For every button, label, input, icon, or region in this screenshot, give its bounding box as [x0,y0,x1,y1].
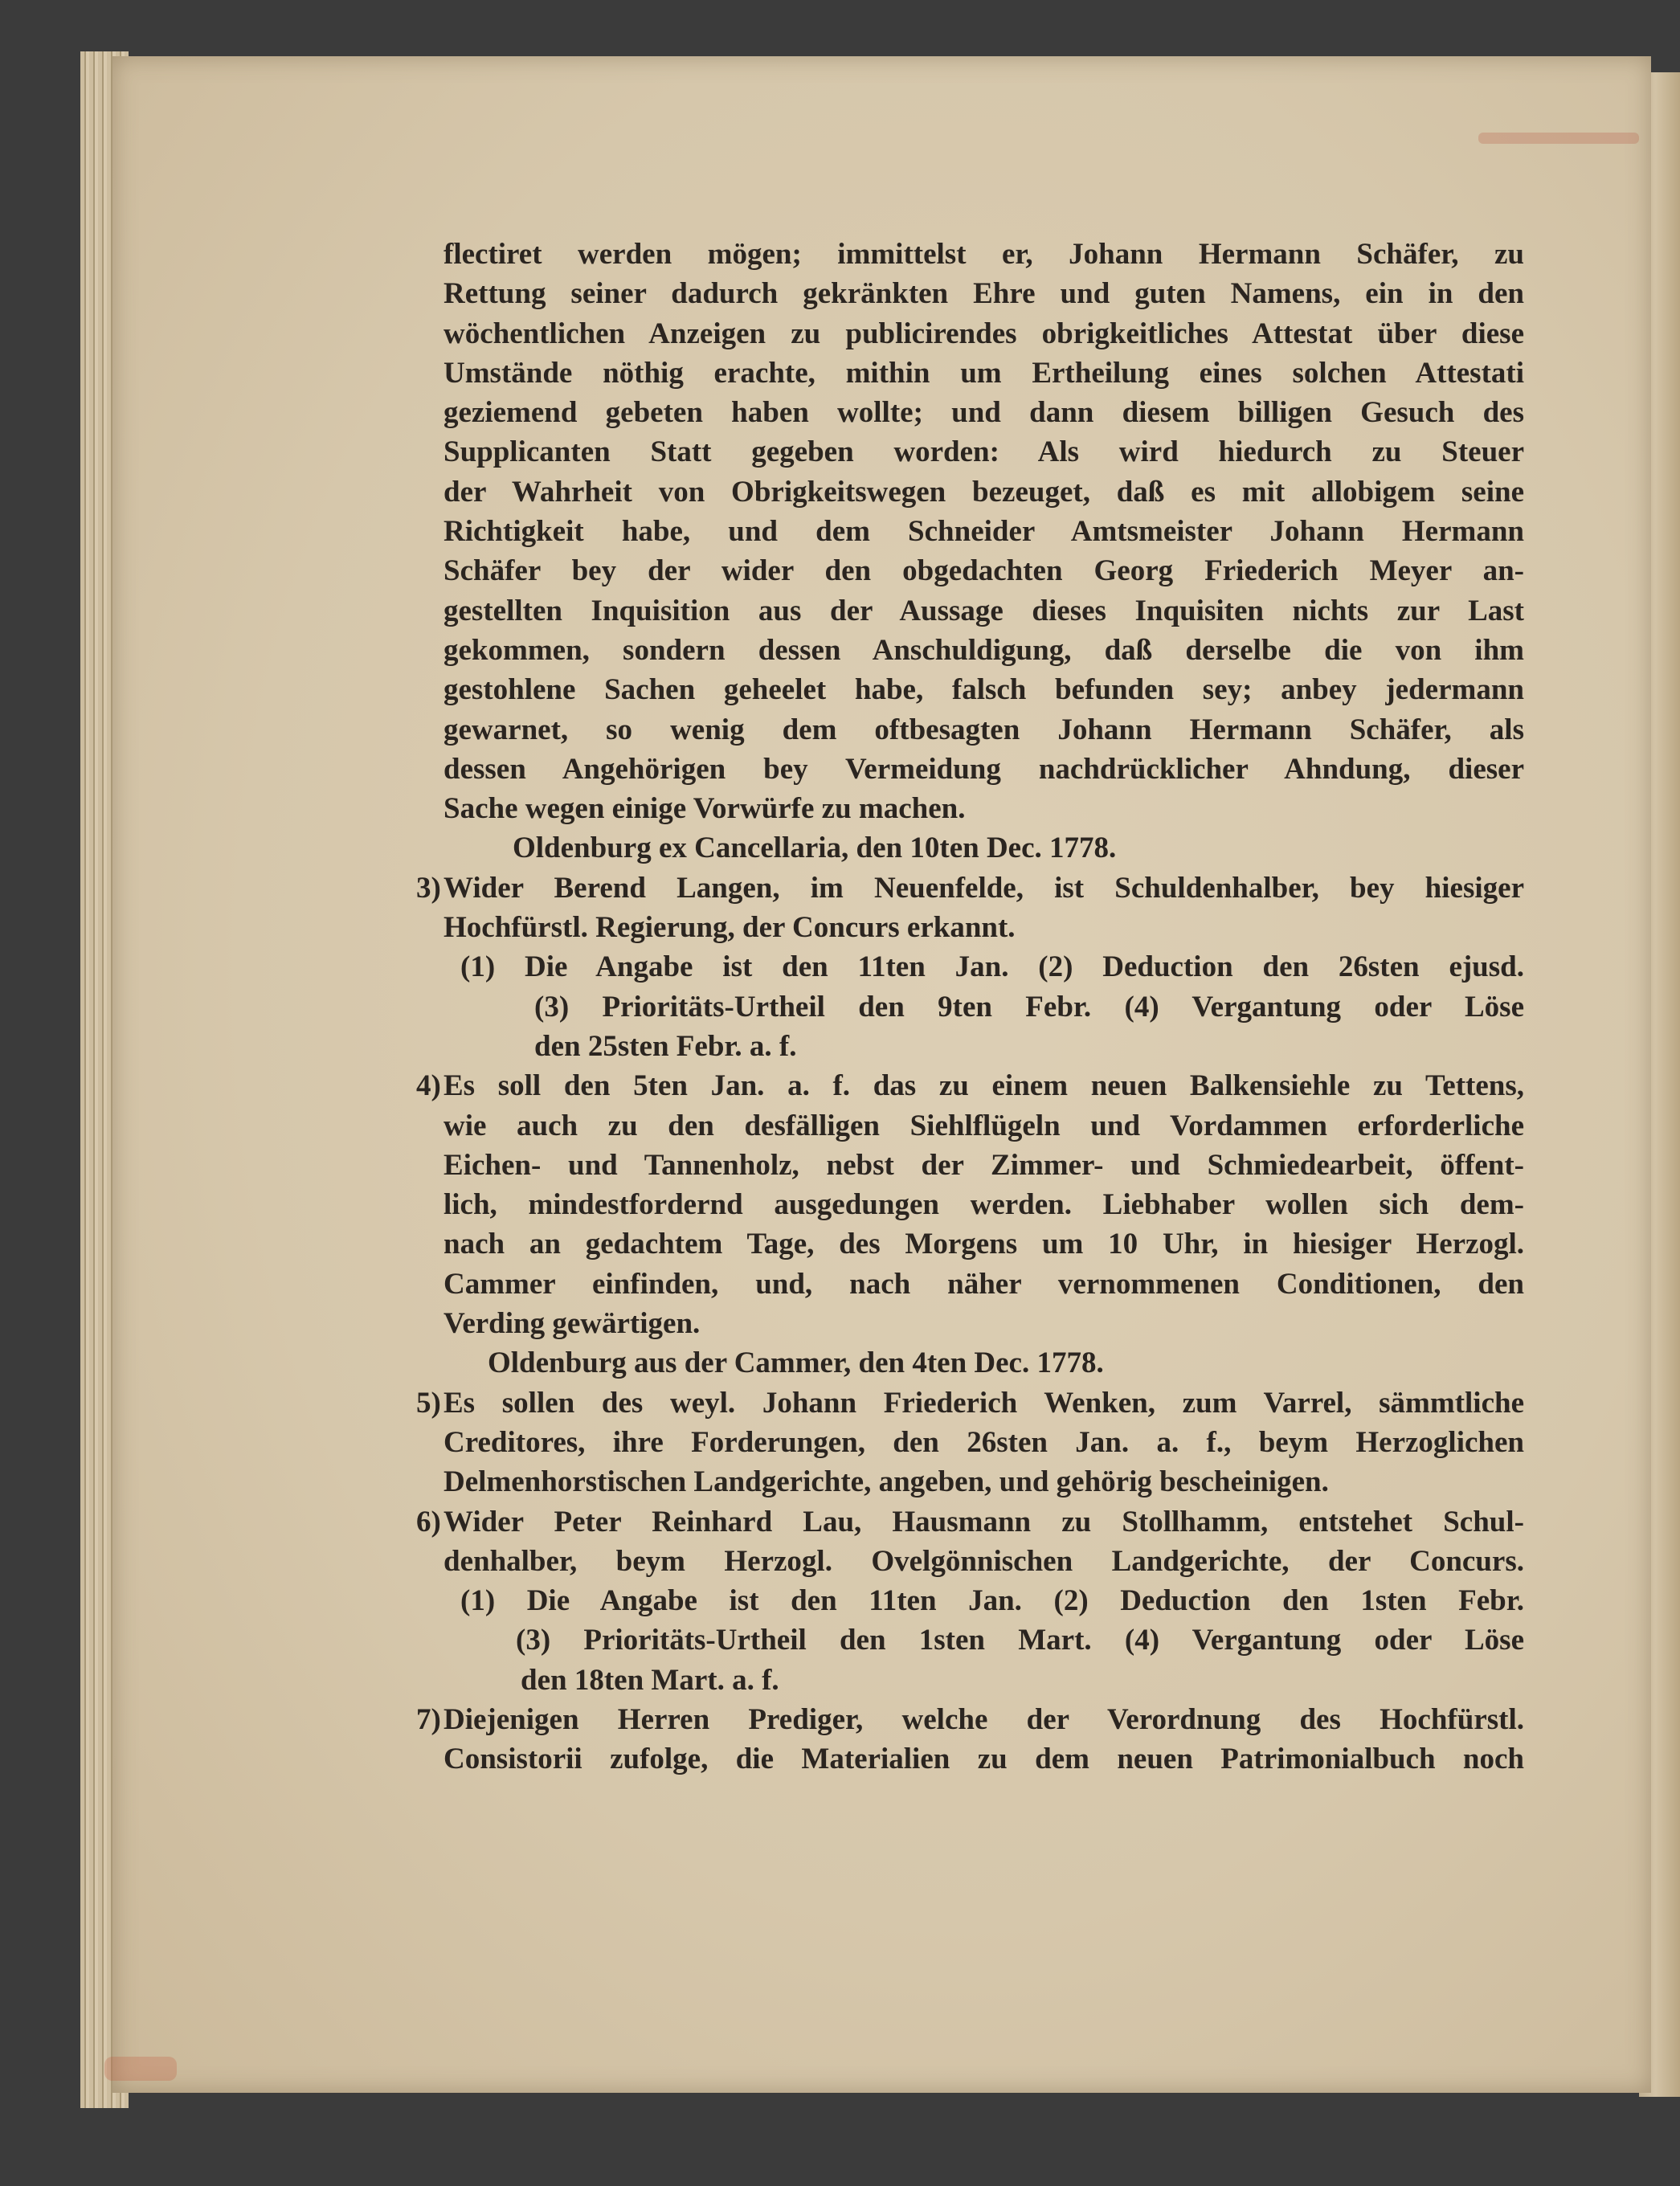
text-line: Creditores, ihre Forderungen, den 26sten Jan. a. f., beym Herzoglichen [444,1425,1524,1459]
item-number: 7) [416,1702,441,1736]
stain-mark [104,2057,177,2081]
text-line: Schäfer bey der wider den obgedachten Georg Friederich Meyer an- [444,554,1524,588]
text-line: lich, mindestfordernd ausgedungen werden. Liebhaber wollen sich dem- [444,1188,1524,1222]
item-text: Diejenigen Herren Prediger, welche der Verordnung des Hochfürstl. [444,1702,1524,1736]
item-text: Wider Berend Langen, im Neuenfelde, ist Schuldenhalber, bey hiesiger [444,871,1524,905]
text-line: Richtigkeit habe, und dem Schneider Amtsmeister Johann Hermann [444,515,1524,549]
text-line: gewarnet, so wenig dem oftbesagten Johann Hermann Schäfer, als [444,713,1524,746]
text-line: Consistorii zufolge, die Materialien zu dem neuen Patrimonialbuch noch [444,1743,1524,1776]
text-line: Delmenhorstischen Landgerichte, angeben, und gehörig bescheinigen. [444,1465,1329,1499]
text-line: geziemend gebeten haben wollte; und dann diesem billigen Gesuch des [444,396,1524,430]
item-text: Es sollen des weyl. Johann Friederich Wenken, zum Varrel, sämmtliche [444,1386,1524,1420]
item-6-line [416,1502,1524,1542]
text-line: Cammer einfinden, und, nach näher vernommenen Conditionen, den [444,1267,1524,1301]
item-5-line [416,1383,1524,1423]
text-line: Eichen- und Tannenholz, nebst der Zimmer- und Schmiedearbeit, öffent- [444,1148,1524,1182]
item-text: Wider Peter Reinhard Lau, Hausmann zu Stollhamm, entstehet Schul- [444,1505,1524,1538]
text-line: Umstände nöthig erachte, mithin um Ertheilung eines solchen Attestati [444,356,1524,390]
text-line: (1) Die Angabe ist den 11ten Jan. (2) Deduction den 26sten ejusd. [460,950,1524,984]
text-line: dessen Angehörigen bey Vermeidung nachdrücklicher Ahndung, dieser [444,752,1524,786]
item-text: Es soll den 5ten Jan. a. f. das zu einem neuen Balkensiehle zu Tettens, [444,1069,1524,1103]
page-text [416,235,1524,1779]
item-number: 4) [416,1069,441,1103]
item-4-line [416,1066,1524,1105]
stain-mark [1478,133,1639,144]
dateline: Oldenburg ex Cancellaria, den 10ten Dec. 1778. [513,831,1117,865]
text-line: gekommen, sondern dessen Anschuldigung, daß derselbe die von ihm [444,633,1524,667]
item-number: 5) [416,1386,441,1420]
text-line: Hochfürstl. Regierung, der Concurs erkannt. [444,911,1016,945]
text-line: Supplicanten Statt gegeben worden: Als wird hiedurch zu Steuer [444,435,1524,469]
text-line: den 18ten Mart. a. f. [521,1663,779,1697]
text-line: gestohlene Sachen geheelet habe, falsch befunden sey; anbey jedermann [444,673,1524,707]
text-line: gestellten Inquisition aus der Aussage dieses Inquisiten nichts zur Last [444,594,1524,627]
text-line: nach an gedachtem Tage, des Morgens um 10 Uhr, in hiesiger Herzogl. [444,1228,1524,1261]
text-line: (3) Prioritäts-Urtheil den 9ten Febr. (4) Vergantung oder Löse [534,990,1524,1024]
dateline: Oldenburg aus der Cammer, den 4ten Dec. 1778. [488,1346,1104,1380]
text-line: Rettung seiner dadurch gekränkten Ehre und guten Namens, ein in den [444,277,1524,311]
text-line: Sache wegen einige Vorwürfe zu machen. [444,792,966,826]
text-line: wie auch zu den desfälligen Siehlflügeln und Vordammen erforderliche [444,1109,1524,1142]
text-line: der Wahrheit von Obrigkeitswegen bezeuget, daß es mit allobigem seine [444,475,1524,509]
item-7-line [416,1700,1524,1739]
text-line: (1) Die Angabe ist den 11ten Jan. (2) Deduction den 1sten Febr. [460,1584,1524,1618]
text-line: den 25sten Febr. a. f. [534,1029,797,1063]
text-line: wöchentlichen Anzeigen zu publicirendes obrigkeitliches Attestat über diese [444,317,1524,350]
item-number: 6) [416,1505,441,1538]
item-3-line [416,868,1524,908]
text-line: (3) Prioritäts-Urtheil den 1sten Mart. (4) Vergantung oder Löse [516,1624,1524,1657]
text-line: flectiret werden mögen; immittelst er, Johann Hermann Schäfer, zu [444,238,1524,271]
item-number: 3) [416,871,441,905]
text-line: Verding gewärtigen. [444,1307,701,1341]
text-line: denhalber, beym Herzogl. Ovelgönnischen Landgerichte, der Concurs. [444,1544,1524,1578]
